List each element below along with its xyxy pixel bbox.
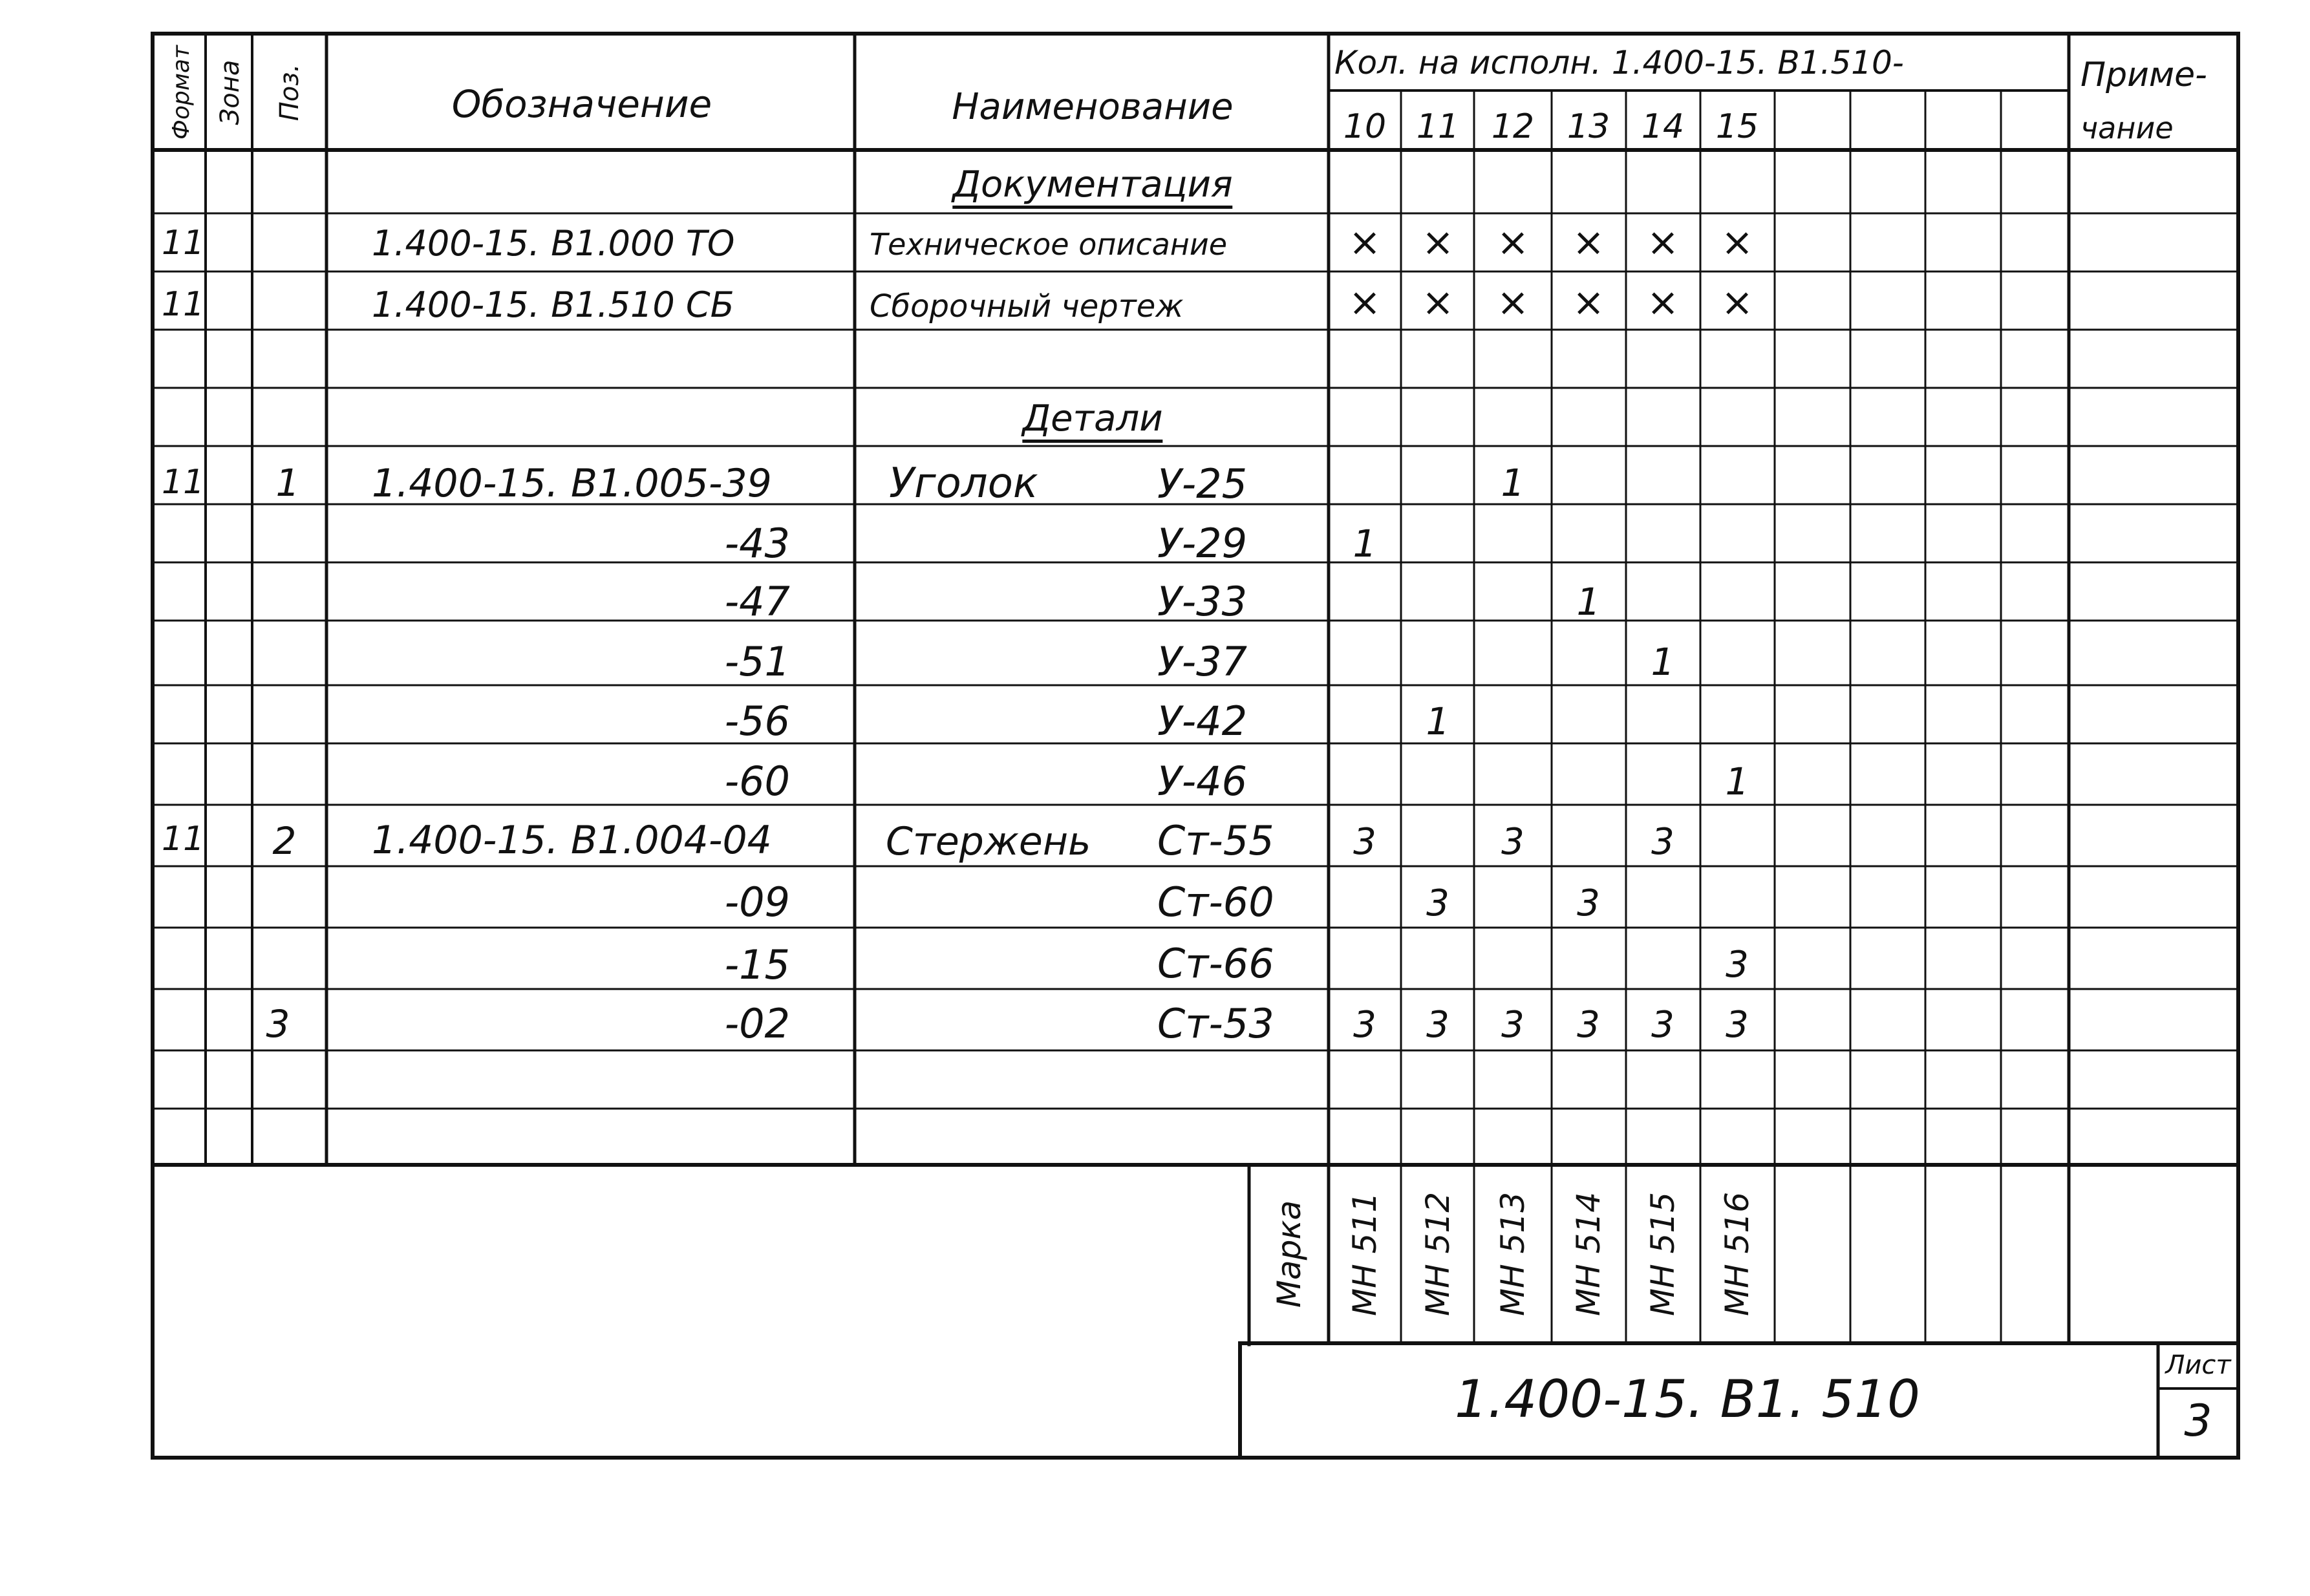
sterzhen-qty-3-15: 3 [1726, 944, 1749, 986]
tech-description-mark-14: × [1646, 220, 1680, 265]
sterzhen-type-2: Ст-60 [1157, 878, 1274, 926]
ugolok-type-5: У-42 [1157, 697, 1248, 745]
sterzhen-qty-1-14: 3 [1651, 821, 1674, 863]
ugolok-name: Уголок [889, 460, 1038, 507]
ugolok-suffix-6: -60 [724, 758, 790, 805]
section-parts: Детали [1022, 401, 1162, 443]
ugolok-qty-6-15: 1 [1725, 760, 1749, 803]
sheet-label: Лист [2165, 1350, 2231, 1380]
tech-description-mark-12: × [1496, 220, 1530, 265]
ugolok-suffix-2: -43 [724, 520, 790, 567]
ugolok-qty-2-10: 1 [1353, 522, 1377, 566]
ugolok-format: 11 [162, 463, 205, 502]
sterzhen-suffix-3: -15 [724, 941, 790, 988]
qty-per-variant-header: Кол. на исполн. 1.400-15. В1.510- [1334, 44, 1904, 81]
pos3-qty-10: 3 [1353, 1004, 1376, 1046]
tech-description-mark-10: × [1348, 220, 1382, 265]
section-documentation: Документация [952, 167, 1232, 209]
ugolok-qty-4-14: 1 [1651, 640, 1675, 684]
sterzhen-qty-2-11: 3 [1426, 882, 1449, 924]
tech-description-name: Техническое описание [870, 227, 1228, 262]
note-header-line2: чание [2080, 111, 2174, 145]
assembly-drawing-format: 11 [162, 285, 205, 324]
ugolok-designation: 1.400-15. В1.005-39 [372, 461, 772, 506]
assembly-drawing-mark-13: × [1572, 280, 1605, 325]
sterzhen-format: 11 [162, 820, 205, 858]
variant-13: 13 [1567, 107, 1610, 146]
assembly-drawing-mark-12: × [1496, 280, 1530, 325]
sterzhen-qty-1-12: 3 [1501, 821, 1524, 863]
document-code: 1.400-15. В1. 510 [1455, 1369, 1920, 1429]
note-header-line1: Приме- [2080, 56, 2207, 94]
zone-header: Зона [215, 59, 245, 125]
ugolok-type-4: У-37 [1157, 638, 1248, 685]
tech-description-mark-13: × [1572, 220, 1605, 265]
ugolok-suffix-3: -47 [724, 578, 790, 625]
ugolok-type-1: У-25 [1157, 460, 1248, 507]
pos3-qty-11: 3 [1426, 1004, 1449, 1046]
assembly-drawing-name: Сборочный чертеж [870, 288, 1184, 325]
ugolok-qty-3-13: 1 [1576, 580, 1601, 624]
sterzhen-name: Стержень [886, 819, 1091, 864]
marka-label: Марка [1270, 1200, 1308, 1308]
pos3-pos: 3 [266, 1002, 290, 1046]
marka-mn512: МН 512 [1419, 1191, 1457, 1317]
pos-header: Поз. [275, 63, 305, 122]
variant-15: 15 [1715, 107, 1759, 146]
name-header: Наименование [952, 86, 1234, 128]
variant-12: 12 [1491, 107, 1535, 146]
pos3-qty-12: 3 [1501, 1004, 1524, 1046]
sterzhen-type-3: Ст-66 [1157, 940, 1274, 987]
ugolok-type-6: У-46 [1157, 758, 1248, 805]
assembly-drawing-mark-15: × [1720, 280, 1754, 325]
pos3-qty-14: 3 [1651, 1004, 1674, 1046]
designation-header: Обозначение [451, 82, 712, 126]
tech-description-mark-15: × [1720, 220, 1754, 265]
pos3-qty-15: 3 [1726, 1004, 1749, 1046]
sterzhen-pos: 2 [272, 819, 297, 863]
pos3-type: Ст-53 [1157, 1000, 1274, 1047]
format-header: Формат [168, 45, 195, 140]
assembly-drawing-mark-14: × [1646, 280, 1680, 325]
assembly-drawing-mark-11: × [1421, 280, 1455, 325]
ugolok-suffix-5: -56 [724, 697, 790, 745]
sterzhen-suffix-2: -09 [724, 878, 790, 926]
sterzhen-qty-2-13: 3 [1577, 882, 1600, 924]
sterzhen-qty-1-10: 3 [1353, 821, 1376, 863]
tech-description-format: 11 [162, 224, 205, 262]
marka-mn511: МН 511 [1346, 1191, 1384, 1317]
ugolok-qty-1-12: 1 [1501, 461, 1525, 505]
ugolok-type-2: У-29 [1157, 520, 1248, 567]
pos3-suffix: -02 [724, 1000, 790, 1047]
variant-10: 10 [1343, 107, 1387, 146]
ugolok-suffix-4: -51 [724, 638, 790, 685]
sheet-number: 3 [2184, 1396, 2212, 1447]
marka-mn515: МН 515 [1644, 1191, 1682, 1317]
ugolok-qty-5-11: 1 [1426, 699, 1450, 743]
tech-description-mark-11: × [1421, 220, 1455, 265]
ugolok-type-3: У-33 [1157, 578, 1248, 625]
variant-11: 11 [1416, 107, 1460, 146]
assembly-drawing-designation: 1.400-15. В1.510 СБ [372, 284, 734, 325]
sterzhen-designation: 1.400-15. В1.004-04 [372, 818, 772, 863]
marka-mn514: МН 514 [1570, 1191, 1607, 1317]
variant-14: 14 [1641, 107, 1685, 146]
assembly-drawing-mark-10: × [1348, 280, 1382, 325]
marka-mn516: МН 516 [1718, 1191, 1756, 1317]
sterzhen-type-1: Ст-55 [1157, 817, 1274, 864]
tech-description-designation: 1.400-15. В1.000 ТО [372, 223, 735, 264]
marka-mn513: МН 513 [1494, 1191, 1532, 1317]
pos3-qty-13: 3 [1577, 1004, 1600, 1046]
ugolok-pos: 1 [275, 461, 300, 505]
